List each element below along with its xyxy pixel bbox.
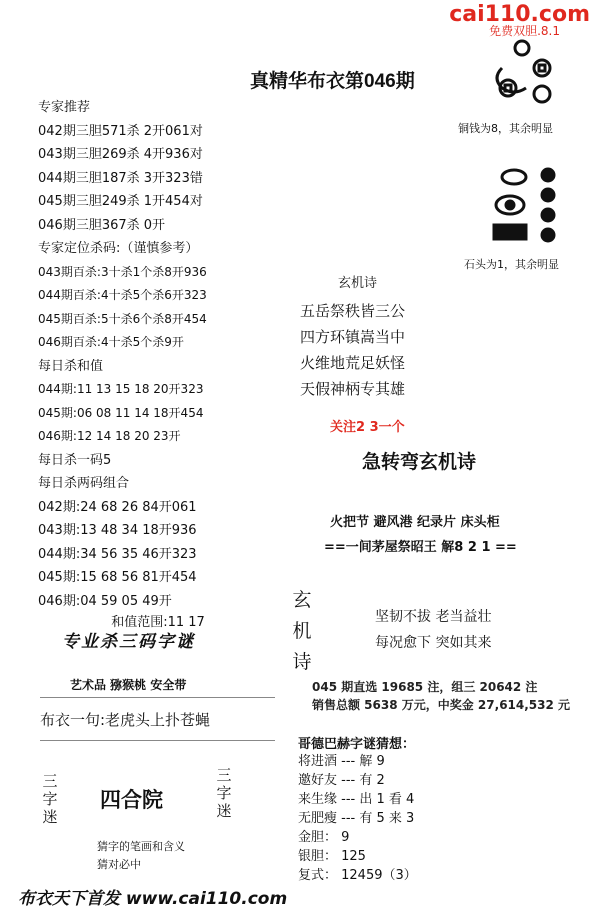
position-line: 046期百杀:4十杀5个杀9开 [38,335,184,349]
sum-line: 045期:06 08 11 14 18开454 [38,405,204,420]
sum-heading: 每日杀和值 [38,358,104,374]
title-suffix: 期 [395,70,415,92]
stats-line: 销售总额 5638 万元，中奖金 27,614,532 元 [312,698,571,712]
poem-line: 火维地荒足妖怪 [300,354,406,372]
riddle-hint [97,838,185,874]
kill-two-line: 042期:24 68 26 84开061 [38,499,197,515]
riddle-word: 四合院 [100,788,163,812]
title-prefix: 真精华布衣第 [250,70,365,92]
expert-line: 045期三胆249杀 1开454对 [38,194,203,209]
poem-line: 五岳祭秩皆三公 [300,302,406,320]
goethe-line: 复式： 12459（3） [298,868,417,883]
riddle-label-left [40,772,60,826]
couplet-line: 每况愈下 突如其来 [375,635,492,651]
riddle-char: 三 [216,766,232,784]
couplet-line: 坚韧不拔 老当益壮 [375,609,492,625]
couplet [375,604,491,656]
riddle-poem-title: 急转弯玄机诗 [362,451,477,473]
sum-line: 046期:12 14 18 20 23开 [38,429,181,443]
divider [40,740,275,741]
goethe-line: 将进酒 --- 解 9 [298,754,385,769]
vertical-poem-label [290,585,314,678]
expert-line: 043期三胆269杀 4开936对 [38,147,203,162]
kill-two-line: 044期:34 56 35 46开323 [38,546,197,562]
poem-line: 天假神柄专其雄 [300,380,406,398]
position-heading: 专家定位杀码:（谨慎参考） [38,241,199,256]
stone-figure [490,163,570,247]
riddle-char: 字 [42,790,58,808]
riddle-items: 火把节 避风港 纪录片 床头柜 [330,515,500,530]
pro-kill-title: 专业杀三码字谜 [62,632,195,652]
expert-line: 046期三胆367杀 0开 [38,217,166,233]
stone-caption: 石头为1，其余明显 [464,258,559,271]
vertical-char: 机 [292,620,312,642]
kill-two-line: 045期:15 68 56 81开454 [38,570,197,585]
site-logo: cai110.com [449,2,590,27]
kill-two-line: 043期:13 48 34 18开936 [38,523,197,538]
riddle-char: 迷 [42,808,58,826]
poem [300,298,405,402]
position-line: 044期百杀:4十杀5个杀6开323 [38,288,207,302]
coin-caption: 铜钱为8，其余明显 [458,122,553,135]
goethe-line: 来生缘 --- 出 1 看 4 [298,792,415,807]
logo-subtitle: 免费双胆.8.1 [489,24,560,38]
position-line: 043期百杀:3十杀1个杀8开936 [38,264,207,279]
sum-range: 和值范围:11 17 [111,615,205,630]
goethe-line: 银胆： 125 [298,849,366,864]
poem-line: 四方环镇嵩当中 [300,328,406,346]
goethe-line: 金胆： 9 [298,830,350,845]
goethe-list [298,752,417,885]
expert-heading: 专家推荐 [38,100,91,115]
coin-figure [482,38,562,110]
goethe-line: 邀好友 --- 有 2 [298,773,385,788]
left-column [38,96,278,633]
hint-line: 猜字的笔画和含义 [97,840,185,853]
draw-stats [312,678,570,714]
goethe-title: 哥德巴赫字谜猜想： [298,737,416,752]
sum-line: 044期:11 13 15 18 20开323 [38,382,204,396]
vertical-char: 玄 [292,589,312,611]
three-items: 艺术品 猕猴桃 安全带 [70,678,187,692]
follow-note: 关注2 3一个 [330,420,405,435]
expert-line: 044期三胆187杀 3开323错 [38,170,203,186]
stats-line: 045 期直选 19685 注，组三 20642 注 [312,680,538,694]
kill-two-heading: 每日杀两码组合 [38,476,130,491]
poem-heading: 玄机诗 [338,276,378,291]
kill-two-line: 046期:04 59 05 49开 [38,593,172,609]
vertical-char: 诗 [292,651,312,673]
position-line: 045期百杀:5十杀6个杀8开454 [38,311,207,326]
divider [40,697,275,698]
riddle-char: 字 [216,784,232,802]
riddle-char: 迷 [216,802,232,820]
page-title [250,66,415,93]
kill-one: 每日杀一码5 [38,452,112,468]
riddle-char: 三 [42,772,58,790]
goethe-line: 无肥瘦 --- 有 5 来 3 [298,811,415,826]
footer: 布衣天下首发 www.cai110.com [18,889,288,909]
one-line-riddle: 布衣一句:老虎头上扑苍蝇 [40,711,211,729]
riddle-label-right [214,766,234,820]
title-issue: 046 [364,71,396,92]
hint-line: 猜对必中 [97,858,141,871]
riddle-solution: ==一间茅屋祭昭王 解8 2 1 == [324,540,517,555]
expert-line: 042期三胆571杀 2开061对 [38,123,203,139]
